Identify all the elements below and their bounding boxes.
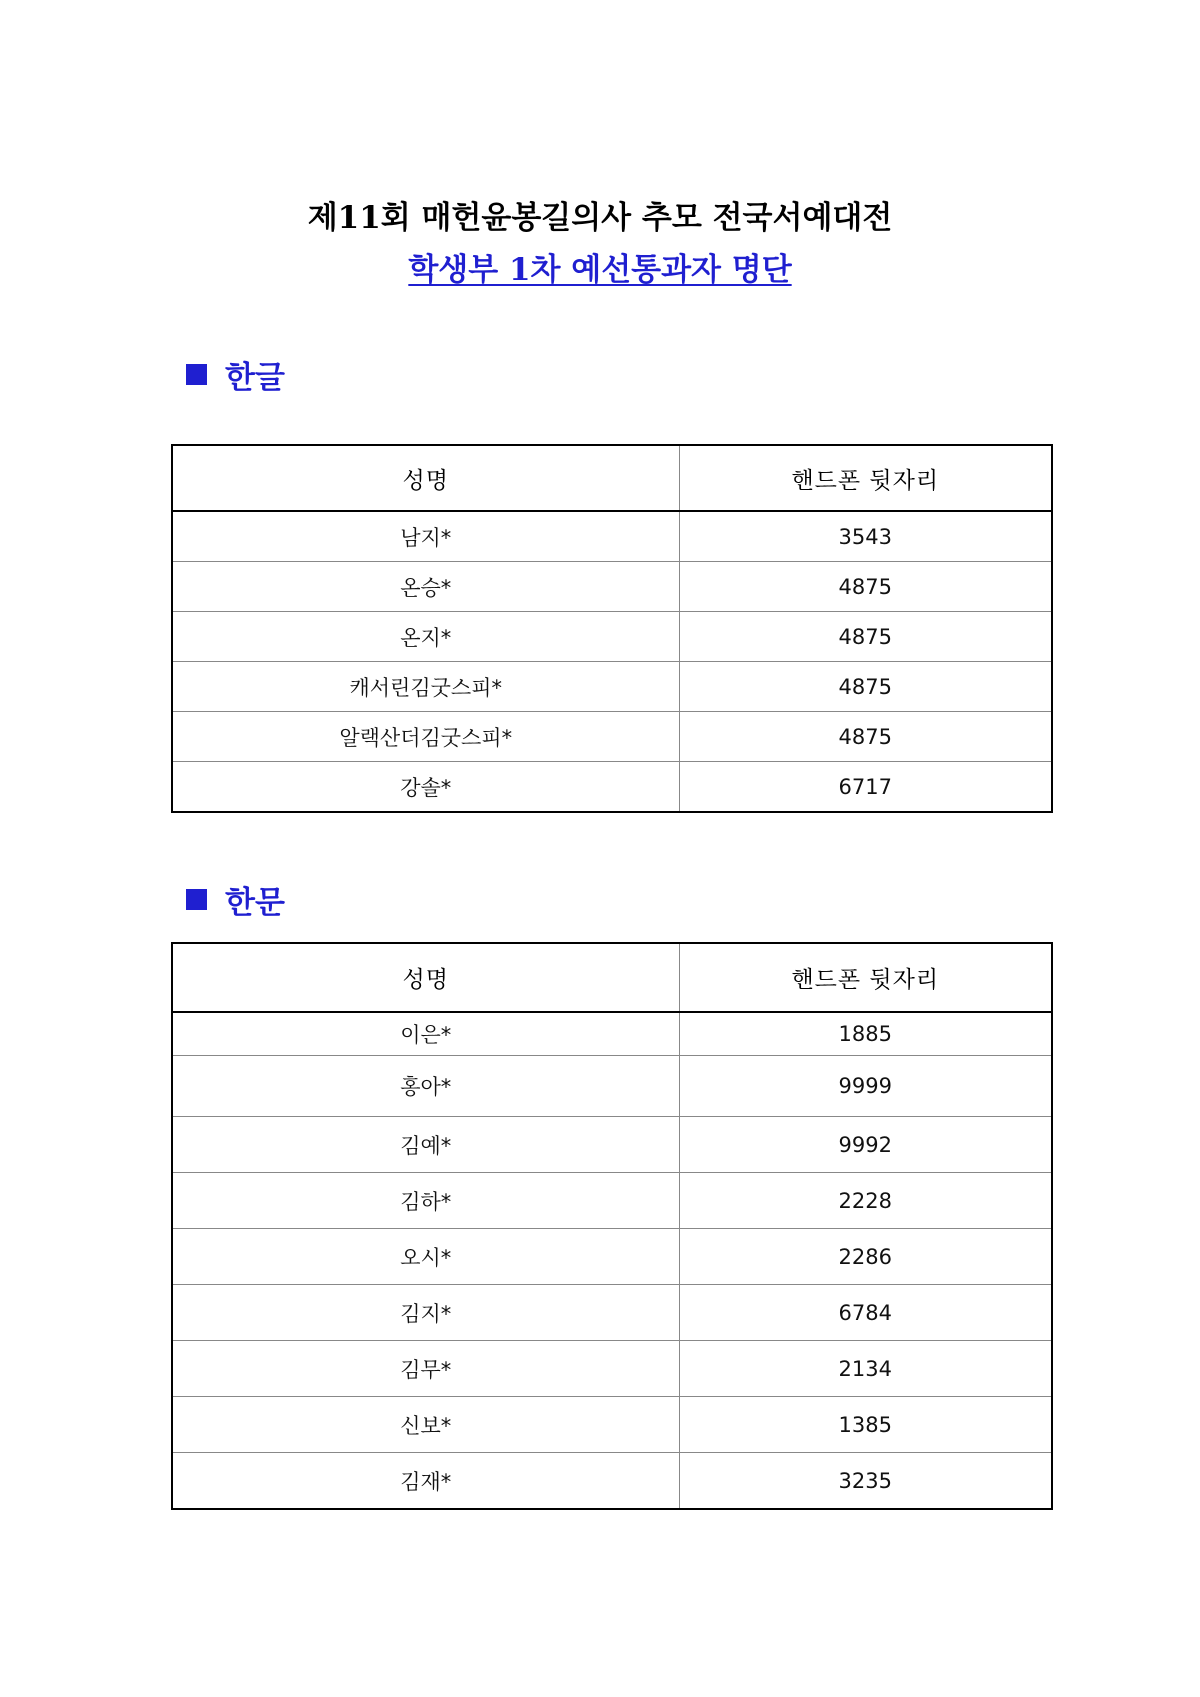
phone-suffix-cell: 4875 xyxy=(679,612,1052,662)
column-header-phone: 핸드폰 뒷자리 xyxy=(679,445,1052,511)
column-header-name: 성명 xyxy=(172,445,679,511)
column-header-name: 성명 xyxy=(172,943,679,1012)
table-row xyxy=(172,511,1052,562)
hangul-table-body xyxy=(172,511,1052,812)
square-bullet-icon xyxy=(186,889,207,910)
section-heading-label: 한글 xyxy=(225,359,285,396)
phone-suffix-cell: 2228 xyxy=(679,1173,1052,1229)
name-cell: 남지* xyxy=(172,511,679,562)
phone-suffix-cell: 9999 xyxy=(679,1056,1052,1117)
section-heading-hangul xyxy=(186,354,285,394)
name-cell: 캐서린김굿스피* xyxy=(172,662,679,712)
phone-suffix-cell: 4875 xyxy=(679,562,1052,612)
table-row xyxy=(172,762,1052,813)
phone-suffix-cell: 3235 xyxy=(679,1453,1052,1510)
phone-suffix-cell: 1885 xyxy=(679,1012,1052,1056)
hangul-roster-table xyxy=(171,444,1053,813)
hanmun-roster-table xyxy=(171,942,1053,1510)
column-header-phone: 핸드폰 뒷자리 xyxy=(679,943,1052,1012)
table-row xyxy=(172,1453,1052,1510)
name-cell: 김지* xyxy=(172,1285,679,1341)
name-cell: 온지* xyxy=(172,612,679,662)
table-row xyxy=(172,1056,1052,1117)
table-row xyxy=(172,712,1052,762)
name-cell: 김하* xyxy=(172,1173,679,1229)
document-subtitle-text: 학생부 1차 예선통과자 명단 xyxy=(408,252,792,288)
table-row xyxy=(172,612,1052,662)
section-heading-label: 한문 xyxy=(225,884,285,921)
phone-suffix-cell: 3543 xyxy=(679,511,1052,562)
phone-suffix-cell: 4875 xyxy=(679,662,1052,712)
phone-suffix-cell: 6717 xyxy=(679,762,1052,813)
section-heading-hanmun xyxy=(186,879,285,919)
name-cell: 김예* xyxy=(172,1117,679,1173)
table-row xyxy=(172,1173,1052,1229)
table-row xyxy=(172,1341,1052,1397)
phone-suffix-cell: 9992 xyxy=(679,1117,1052,1173)
phone-suffix-cell: 1385 xyxy=(679,1397,1052,1453)
hanmun-table-body xyxy=(172,1012,1052,1509)
table-header-row xyxy=(172,943,1052,1012)
phone-suffix-cell: 6784 xyxy=(679,1285,1052,1341)
name-cell: 신보* xyxy=(172,1397,679,1453)
table-row xyxy=(172,1117,1052,1173)
table-row xyxy=(172,1397,1052,1453)
document-title: 제11회 매헌윤봉길의사 추모 전국서예대전 xyxy=(307,200,893,236)
phone-suffix-cell: 2134 xyxy=(679,1341,1052,1397)
name-cell: 김재* xyxy=(172,1453,679,1510)
name-cell: 김무* xyxy=(172,1341,679,1397)
table-row xyxy=(172,662,1052,712)
document-subtitle xyxy=(0,250,1200,290)
name-cell: 온승* xyxy=(172,562,679,612)
name-cell: 알랙산더김굿스피* xyxy=(172,712,679,762)
table-row xyxy=(172,1229,1052,1285)
phone-suffix-cell: 4875 xyxy=(679,712,1052,762)
name-cell: 오시* xyxy=(172,1229,679,1285)
table-header-row xyxy=(172,445,1052,511)
name-cell: 이은* xyxy=(172,1012,679,1056)
table-row xyxy=(172,562,1052,612)
phone-suffix-cell: 2286 xyxy=(679,1229,1052,1285)
table-row xyxy=(172,1285,1052,1341)
name-cell: 홍아* xyxy=(172,1056,679,1117)
table-row xyxy=(172,1012,1052,1056)
square-bullet-icon xyxy=(186,364,207,385)
name-cell: 강솔* xyxy=(172,762,679,813)
